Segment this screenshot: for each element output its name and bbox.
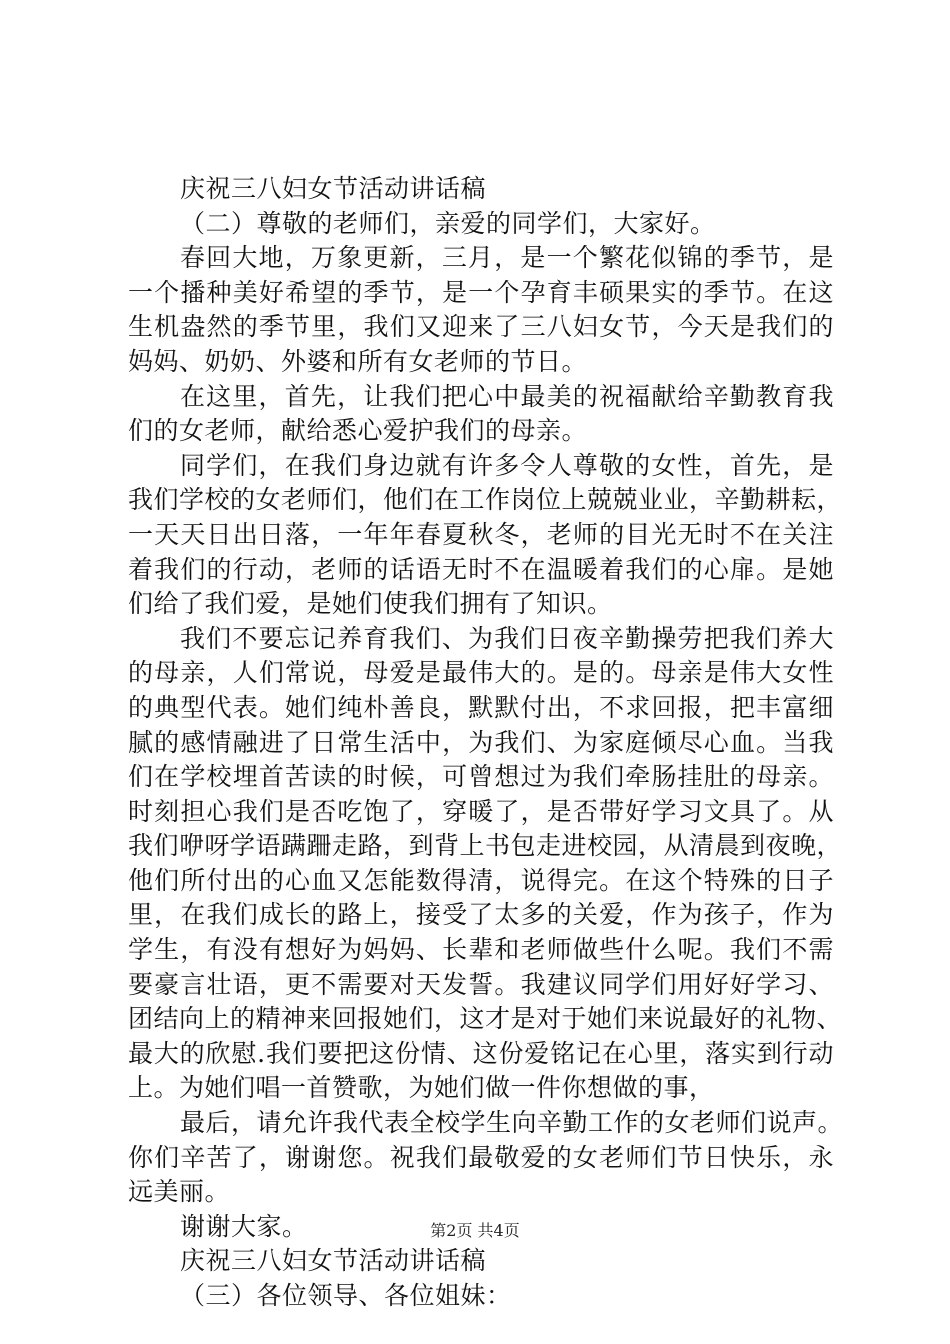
text-line: 们的女老师，献给悉心爱护我们的母亲。 (128, 416, 588, 446)
text-line: 团结向上的精神来回报她们，这才是对于她们来说最好的礼物、 (128, 1004, 843, 1034)
text-line: 在这里，首先，让我们把心中最美的祝福献给辛勤教育我 (180, 381, 834, 411)
text-line: 谢谢大家。 (180, 1211, 308, 1241)
text-line: 生机盎然的季节里，我们又迎来了三八妇女节，今天是我们的 (128, 312, 834, 342)
text-line: 最大的欣慰.我们要把这份情、这份爱铭记在心里，落实到行动 (128, 1038, 834, 1068)
text-line: 里，在我们成长的路上，接受了太多的关爱，作为孩子，作为 (128, 900, 834, 930)
text-line: 最后，请允许我代表全校学生向辛勤工作的女老师们说声。 (180, 1108, 844, 1138)
text-line: 学生，有没有想好为妈妈、长辈和老师做些什么呢。我们不需 (128, 935, 834, 965)
text-line: 远美丽。 (128, 1177, 231, 1207)
text-line: 的母亲，人们常说，母爱是最伟大的。是的。母亲是伟大女性 (128, 658, 834, 688)
text-line: 要豪言壮语，更不需要对天发誓。我建议同学们用好好学习、 (128, 969, 834, 999)
text-line: （二）尊敬的老师们，亲爱的同学们，大家好。 (180, 208, 716, 238)
text-line: 腻的感情融进了日常生活中，为我们、为家庭倾尽心血。当我 (128, 727, 834, 757)
text-line: 们给了我们爱，是她们使我们拥有了知识。 (128, 589, 613, 619)
text-line: 他们所付出的心血又怎能数得清，说得完。在这个特殊的日子 (128, 865, 834, 895)
text-line: 时刻担心我们是否吃饱了，穿暖了，是否带好学习文具了。从 (128, 796, 834, 826)
text-line: （三）各位领导、各位姐妹： (180, 1281, 512, 1310)
text-line: 庆祝三八妇女节活动讲话稿 (180, 174, 487, 203)
text-line: 我们学校的女老师们，他们在工作岗位上兢兢业业，辛勤耕耘， (128, 485, 843, 515)
page-footer: 第2页 共4页 (430, 1221, 520, 1240)
text-line: 我们咿呀学语蹒跚走路，到背上书包走进校园，从清晨到夜晚， (128, 831, 843, 861)
text-line: 的典型代表。她们纯朴善良，默默付出，不求回报，把丰富细 (128, 692, 834, 722)
text-line: 春回大地，万象更新，三月，是一个繁花似锦的季节，是 (180, 243, 834, 273)
text-line: 们在学校埋首苦读的时候，可曾想过为我们牵肠挂肚的母亲。 (128, 762, 834, 792)
document-body (128, 172, 844, 1314)
text-line: 庆祝三八妇女节活动讲话稿 (180, 1246, 487, 1276)
text-line: 一个播种美好希望的季节，是一个孕育丰硕果实的季节。在这 (128, 277, 834, 307)
text-line: 上。为她们唱一首赞歌，为她们做一件你想做的事， (128, 1073, 715, 1103)
text-line: 着我们的行动，老师的话语无时不在温暖着我们的心扉。是她 (128, 554, 834, 584)
text-line: 同学们，在我们身边就有许多令人尊敬的女性，首先，是 (180, 450, 834, 480)
text-line: 一天天日出日落，一年年春夏秋冬，老师的目光无时不在关注 (128, 519, 834, 549)
text-line: 我们不要忘记养育我们、为我们日夜辛勤操劳把我们养大 (180, 623, 834, 653)
text-line: 你们辛苦了，谢谢您。祝我们最敬爱的女老师们节日快乐，永 (128, 1142, 834, 1172)
text-line: 妈妈、奶奶、外婆和所有女老师的节日。 (128, 346, 588, 376)
